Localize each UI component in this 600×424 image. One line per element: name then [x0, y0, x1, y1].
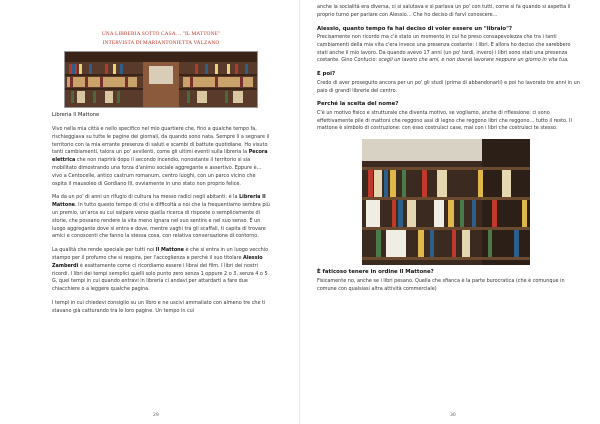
article-title	[52, 30, 270, 48]
question-4: È faticoso tenere in ordine Il Mattone?	[317, 269, 434, 276]
question-1: Alessio, quanto tempo fa hai deciso di voler essere un "libraio"?	[317, 25, 513, 32]
right-page	[300, 0, 600, 424]
paragraph-4: I tempi in cui chiedevi consiglio su un libro e ne uscivi ammaliato con almeno tre che ti stavano già catturando tra le loro pagine. Un tempo in cui	[52, 299, 266, 314]
answer-4: Fisicamente no, anche se i libri pesano. Quella che sfianca è la parte burocratica (che è comunque in comune con qualsiasi altra attività commerciale)	[317, 277, 565, 292]
page-number-right: 30	[450, 413, 456, 418]
answer-2: Credo di aver proseguito ancora per un po' gli studi (prima di abbandonarli) e poi ho lavorato tre anni in un paio di grandi librerie del centro.	[317, 79, 580, 94]
highlight-pecora-elettrica: Pecora elettrica	[52, 149, 268, 164]
paragraph-1: Vivo nella mia città e nello specifico nel mio quartiere che, fino a qualche tempo fa, rischieggiava su tutte le pagine dei giornali, da quando sono nata. Sempre lì a segnare il territorio con la mia errante presenza di saluti e scambi di battute quotidiane. Ho visuto tanti cambiamenti, talora un po' avvilenti, come gli ultimi eventi sulla libreria la Pecora elettrica che non riaprirà dopo il secondo incendio, nonostante il territorio si sia mobilitato dimostrando una forza d'animo sociale aggregante e assertivo. Eppure è… vivo a Centocelle, antico castrum romanum, centro luoghi, con un parco vicino che ospita il mausoleo di Gordiano III, ovviamente in uno stato non proprio felice.	[52, 126, 270, 187]
page-number-left: 29	[153, 413, 159, 418]
answer-3: C'è un motivo fisico e strutturale che diventa motivo, se vogliamo, anche di riflessione: ci sono effettivamente pile di mattoni che reggono assi di legno che reggono libri che reggono… tutto il resto. Il mattone è simbolo di costruzione: con esso costruisci case, mai con i libri che costruisci te stesso.	[317, 109, 572, 132]
paragraph-continued: anche la socialità era diversa, ci si salutava e si parlava un po' con tutti, come si fa quando si aspetta il proprio turno per parlare con Alessio… Che ho deciso di farvi conoscere…	[317, 4, 571, 18]
paragraph-3: La qualità che rende speciale per tutti noi Il Mattone è che si entra in un luogo vecchio stampo per il profumo che si respira, per l'accoglienza e perché il suo titolare Alessio Zamberdi è esattamente come ci ricordiamo essere i librai dei film. I libri dei nostri ricordi. I libri dei tempi semplici quelli solo punto zero senza 1 oppure 2 o 3, senza 4 o 5 G, quei tempi in cui quando entravi in libreria ci andavi per attardarti a fare due chiacchiere o a leggere qualche pagina.	[52, 247, 269, 293]
highlight-alessio-zamberdi: Alessio Zamberdi	[52, 254, 263, 269]
bookshelves-photo	[362, 139, 530, 265]
photo-caption: Libreria Il Mattone	[52, 112, 100, 118]
article-title-line1: UNA LIBRERIA SOTTO CASA… "IL MATTONE"	[101, 31, 221, 37]
article-title-line2: INTERVISTA DI MARIANTONIETTA VALZANO	[102, 40, 220, 46]
question-2: E poi?	[317, 71, 336, 78]
confucius-quote: scegli un lavoro che ami, e non dovrai lavorare neppure un giorno in vita tua.	[378, 57, 569, 64]
highlight-libreria-il-mattone: Libreria Il Mattone	[52, 194, 266, 209]
highlight-il-mattone: Il Mattone	[155, 247, 184, 254]
answer-1: Precisamente non ricordo ma c'è stato un momento in cui ho preso consapevolezza che tra i tanti cambiamenti della mia vita c'era invece una presenza costante: i libri. E allora ho deciso che sarebbero stati anche il mio lavoro. Da quando avevo 17 anni (un po' tardi, invero) i libri sono stati una presenza costante. Gino Confucio: scegli un lavoro che ami, e non dovrai lavorare neppure un giorno in vita tua.	[317, 34, 571, 64]
question-3: Perché la scelta del nome?	[317, 101, 399, 108]
paragraph-2: Ma da un po' di anni un rifugio di cultura ha messo radici negli abitanti: è la Libreria Il Mattone. In tutto questo tempo di crisi e difficoltà a noi che la frequentiamo sembra più un premio, un'arca su cui salpare verso quella ricerca di risposte o semplicemente di storie, che possano rendere la vita meno ignara nel suo sentire e nel suo senso. È un luogo aggregante dove si entra e dove, mentre vaghi tra gli scaffali, ti capita di trovare amici e conoscenti che fanno la stessa cosa, con relativa conversazione di contorno.	[52, 194, 270, 240]
bookshop-interior-photo	[64, 51, 258, 108]
